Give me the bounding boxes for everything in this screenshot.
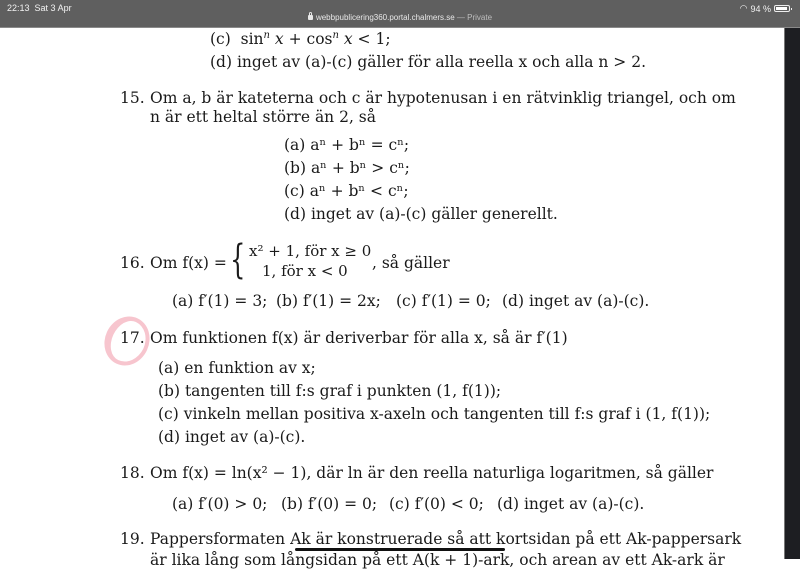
battery-percent: 94 % (750, 3, 771, 14)
status-indicators (740, 3, 790, 14)
q18-option-c: (c) f′(0) < 0; (389, 495, 484, 513)
battery-fill (776, 7, 787, 10)
status-bar (0, 0, 800, 28)
q15-text-line2: n är ett heltal större än 2, så (150, 108, 377, 126)
q18-number: 18. (120, 464, 145, 482)
q17-option-b: (b) tangenten till f:s graf i punkten (1, f(1)); (158, 382, 502, 400)
q19-text-line1: Pappersformaten Ak är konstruerade så att kortsidan på ett Ak-pappersark (150, 530, 742, 548)
q19-text-line2: är lika lång som långsidan på ett A(k + 1)-ark, och arean av ett Ak-ark är (150, 551, 725, 569)
q15-option-d: (d) inget av (a)-(c) gäller generellt. (284, 205, 558, 223)
q15-option-b: (b) aⁿ + bⁿ > cⁿ; (284, 159, 410, 177)
url-text: webbpublicering360.portal.chalmers.se (315, 13, 455, 22)
q18-option-a: (a) f′(0) > 0; (172, 495, 268, 513)
q16-option-c: (c) f′(1) = 0; (396, 292, 491, 310)
q16-number: 16. (120, 254, 145, 272)
q15-number: 15. (120, 89, 145, 107)
address-bar[interactable] (0, 13, 800, 22)
q14-option-d: (d) inget av (a)-(c) gäller för alla reella x och alla n > 2. (210, 53, 647, 71)
wifi-icon: ◠ (739, 3, 748, 13)
q16-option-a: (a) f′(1) = 3; (172, 292, 268, 310)
q15-text-line1: Om a, b är kateterna och c är hypotenusan i en rätvinklig triangel, och om (150, 89, 736, 107)
q16-option-b: (b) f′(1) = 2x; (276, 292, 381, 310)
q16-case1: x² + 1, för x ≥ 0 (249, 242, 372, 260)
q14-option-c: (c) $\sin^n x + \cos^n x < 1$; (210, 30, 391, 48)
q19-number: 19. (120, 530, 145, 548)
q16-lead: Om f(x) = (150, 254, 227, 272)
q17-option-a: (a) en funktion av x; (158, 359, 316, 377)
q17-option-d: (d) inget av (a)-(c). (158, 428, 306, 446)
document-page[interactable] (0, 28, 785, 569)
lock-icon (308, 15, 313, 20)
q17-text: Om funktionen f(x) är deriverbar för alla x, så är f′(1) (150, 329, 568, 347)
q18-option-b: (b) f′(0) = 0; (281, 495, 378, 513)
q17-option-c: (c) vinkeln mellan positiva x-axeln och tangenten till f:s graf i (1, f(1)); (158, 405, 711, 423)
q16-brace: { (230, 237, 246, 283)
private-label: — Private (454, 13, 493, 22)
q18-option-d: (d) inget av (a)-(c). (497, 495, 645, 513)
q16-tail: , så gäller (372, 254, 450, 272)
q15-option-a: (a) aⁿ + bⁿ = cⁿ; (284, 136, 410, 154)
q17-number: 17. (120, 329, 145, 347)
q16-case2: 1, för x < 0 (262, 262, 348, 280)
q18-text: Om f(x) = ln(x² − 1), där ln är den reella naturliga logaritmen, så gäller (150, 464, 714, 482)
q16-option-d: (d) inget av (a)-(c). (502, 292, 650, 310)
status-date: Sat 3 Apr (34, 3, 72, 13)
q15-option-c: (c) aⁿ + bⁿ < cⁿ; (284, 182, 409, 200)
side-panel-edge (784, 28, 800, 559)
status-time: 22:13 Sat 3 Apr (7, 3, 72, 13)
battery-icon (774, 5, 790, 12)
